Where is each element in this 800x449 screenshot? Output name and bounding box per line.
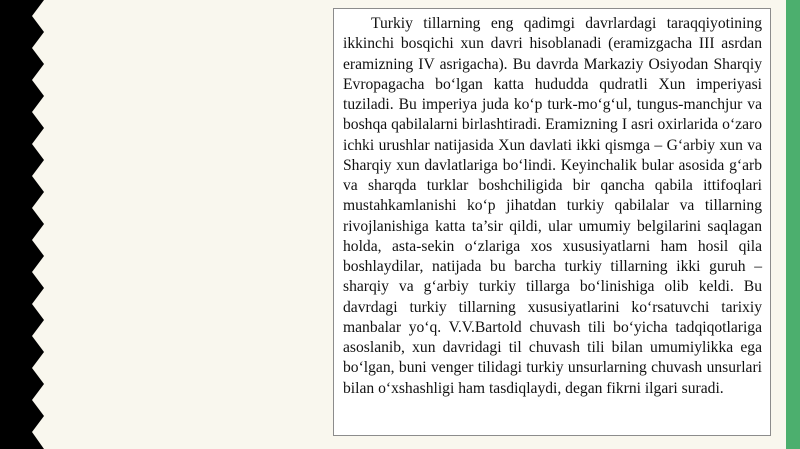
left-decorative-band bbox=[0, 0, 32, 449]
body-paragraph: Turkiy tillarning eng qadimgi davrlardagi taraqqiyotining ikkinchi bosqichi xun davri hisoblanadi (eramizgacha III asrdan eramizning IV asrigacha). Bu davrda Markaziy Osiyodan Sharqiy Evropagacha bo‘lgan katta hududda qudratli Xun imperiyasi tuziladi. Bu imperiya juda ko‘p turk-mo‘g‘ul, tungus-manchjur va boshqa qabilalarni birlashtiradi. Eramizning I asri oxirlarida o‘zaro ichki urushlar natijasida Xun davlati ikki qismga – G‘arbiy xun va Sharqiy xun davlatlariga bo‘lindi. Keyinchalik bular asosida g‘arb va sharqda turklar boshchiligida bir qancha qabila ittifoqlari mustahkamlanishi ko‘p jihatdan turkiy qabilalar va tillarning rivojlanishiga katta ta’sir qildi, ular umumiy belgilarini saqlagan holda, asta-sekin o‘zlariga xos xususiyatlarni ham hosil qila boshlaydilar, natijada bu barcha turkiy tillarning ikki guruh – sharqiy va g‘arbiy turkiy tillarga bo‘linishiga olib keldi. Bu davrdagi turkiy tillarning xususiyatlarini ko‘rsatuvchi tarixiy manbalar yo‘q. V.V.Bartold chuvash tili bo‘yicha tadqiqotlariga asoslanib, xun davridagi til chuvash tili bilan umumiylikka ega bo‘lgan, buni venger tilidagi turkiy unsurlarning chuvash unsurlari bilan o‘xshashligi ham tasdiqlaydi, degan fikrni ilgari suradi. bbox=[343, 15, 762, 397]
right-accent-stripe bbox=[786, 0, 800, 449]
text-box bbox=[333, 8, 771, 436]
zigzag-border bbox=[30, 0, 52, 449]
